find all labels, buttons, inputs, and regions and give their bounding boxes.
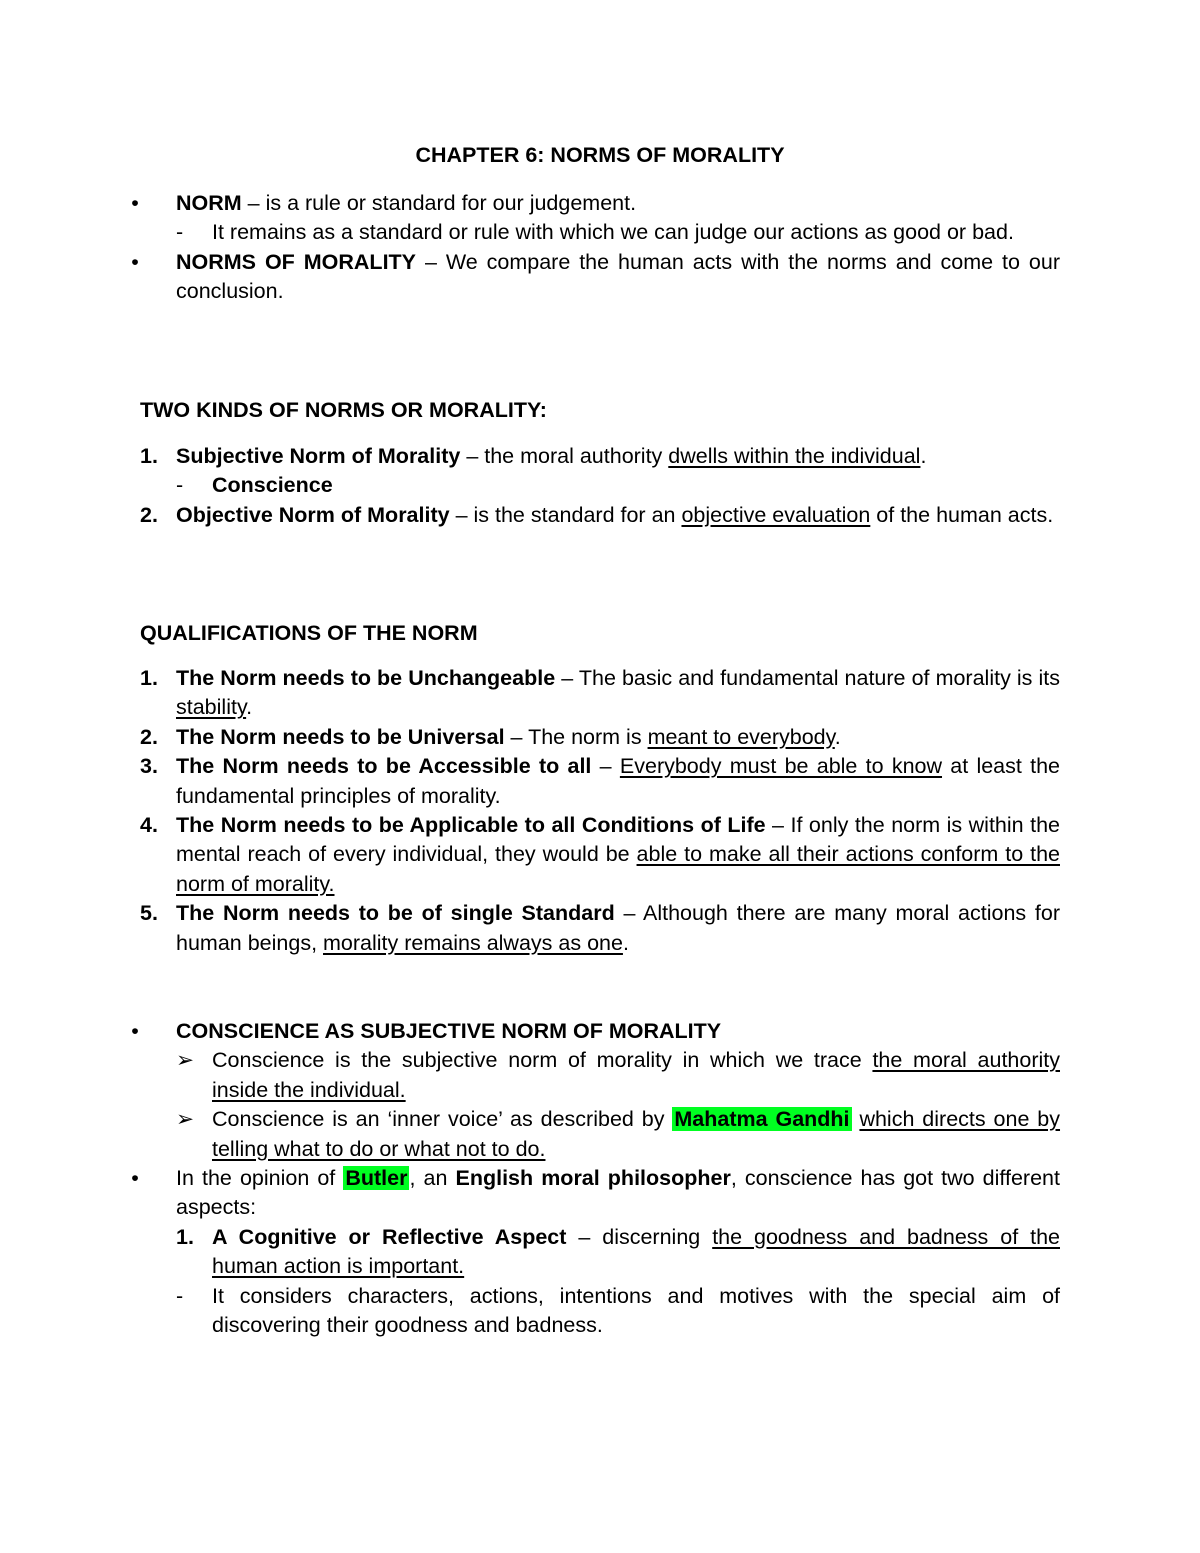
list-item-qualification-2: 2. The Norm needs to be Universal – The norm is meant to everybody.: [140, 724, 841, 749]
bullet-icon: [130, 189, 140, 218]
term-norm: NORM: [176, 191, 242, 215]
term-norms-of-morality: NORMS OF MORALITY: [176, 249, 417, 274]
list-item-qualification-1: 1. The Norm needs to be Unchangeable – The basic and fundamental nature of morality is its stability.: [140, 666, 1060, 720]
list-item-aspect-1-sub: - It considers characters, actions, intentions and motives with the special aim of discovering their goodness and badness.: [176, 1283, 1060, 1338]
list-item-conscience: - Conscience: [0, 471, 1200, 500]
dash-marker: -: [176, 220, 184, 245]
list-item-norm-sub: - It remains as a standard or rule with which we can judge our actions as good or bad.: [0, 218, 1200, 247]
list-item-qualification-4: 4. The Norm needs to be Applicable to all Conditions of Life – If only the norm is within the mental reach of every individual, they would be able to make all their actions conform to the norm of morality.: [140, 813, 1060, 896]
list-item-aspect-1: 1. A Cognitive or Reflective Aspect – discerning the goodness and badness of the human action is important.: [176, 1224, 1060, 1279]
list-item-qualification-3: 3. The Norm needs to be Accessible to all – Everybody must be able to know at least the fundamental principles of morality.: [140, 754, 1061, 808]
list-item-conscience-arrow-1: ➢ Conscience is the subjective norm of morality in which we trace the moral authority inside the individual.: [176, 1048, 1060, 1102]
qualifications-list: [0, 664, 1200, 958]
dash-marker: -: [176, 473, 184, 498]
arrow-icon: ➢: [176, 1048, 195, 1073]
highlight-gandhi: Mahatma Gandhi: [674, 1107, 850, 1132]
bullet-icon: [130, 248, 140, 277]
list-item-objective-norm: 2. Objective Norm of Morality – is the standard for an objective evaluation of the human acts.: [140, 502, 1054, 527]
conscience-section: [0, 1017, 1200, 1340]
heading-qualifications: QUALIFICATIONS OF THE NORM: [140, 621, 478, 645]
list-item-qualification-5: 5. The Norm needs to be of single Standard – Although there are many moral actions for human beings, morality remains always as one.: [140, 901, 1060, 955]
heading-two-kinds: TWO KINDS OF NORMS OR MORALITY:: [140, 398, 547, 422]
chapter-title: CHAPTER 6: NORMS OF MORALITY: [415, 143, 785, 167]
list-item-butler: • In the opinion of Butler, an English moral philosopher, conscience has got two different aspects:: [0, 1164, 1200, 1223]
bullet-icon: [130, 1164, 140, 1193]
list-item-norms-of-morality: • NORMS OF MORALITY – We compare the human acts with the norms and come to our conclusion.: [0, 248, 1200, 307]
highlight-butler: Butler: [345, 1166, 408, 1191]
two-kinds-list: [0, 442, 1200, 530]
list-item-conscience-arrow-2: ➢ Conscience is an ‘inner voice’ as described by Mahatma Gandhi which directs one by telling what to do or what not to do.: [176, 1107, 1061, 1161]
list-item-conscience-heading: • CONSCIENCE AS SUBJECTIVE NORM OF MORALITY: [0, 1017, 1200, 1046]
norm-definitions: [0, 189, 1200, 307]
list-item-norm: • NORM – is a rule or standard for our judgement.: [0, 189, 1200, 218]
bullet-icon: [130, 1017, 140, 1046]
arrow-icon: ➢: [176, 1107, 195, 1132]
list-item-subjective-norm: 1. Subjective Norm of Morality – the moral authority dwells within the individual.: [140, 444, 927, 468]
dash-marker: -: [176, 1283, 184, 1308]
